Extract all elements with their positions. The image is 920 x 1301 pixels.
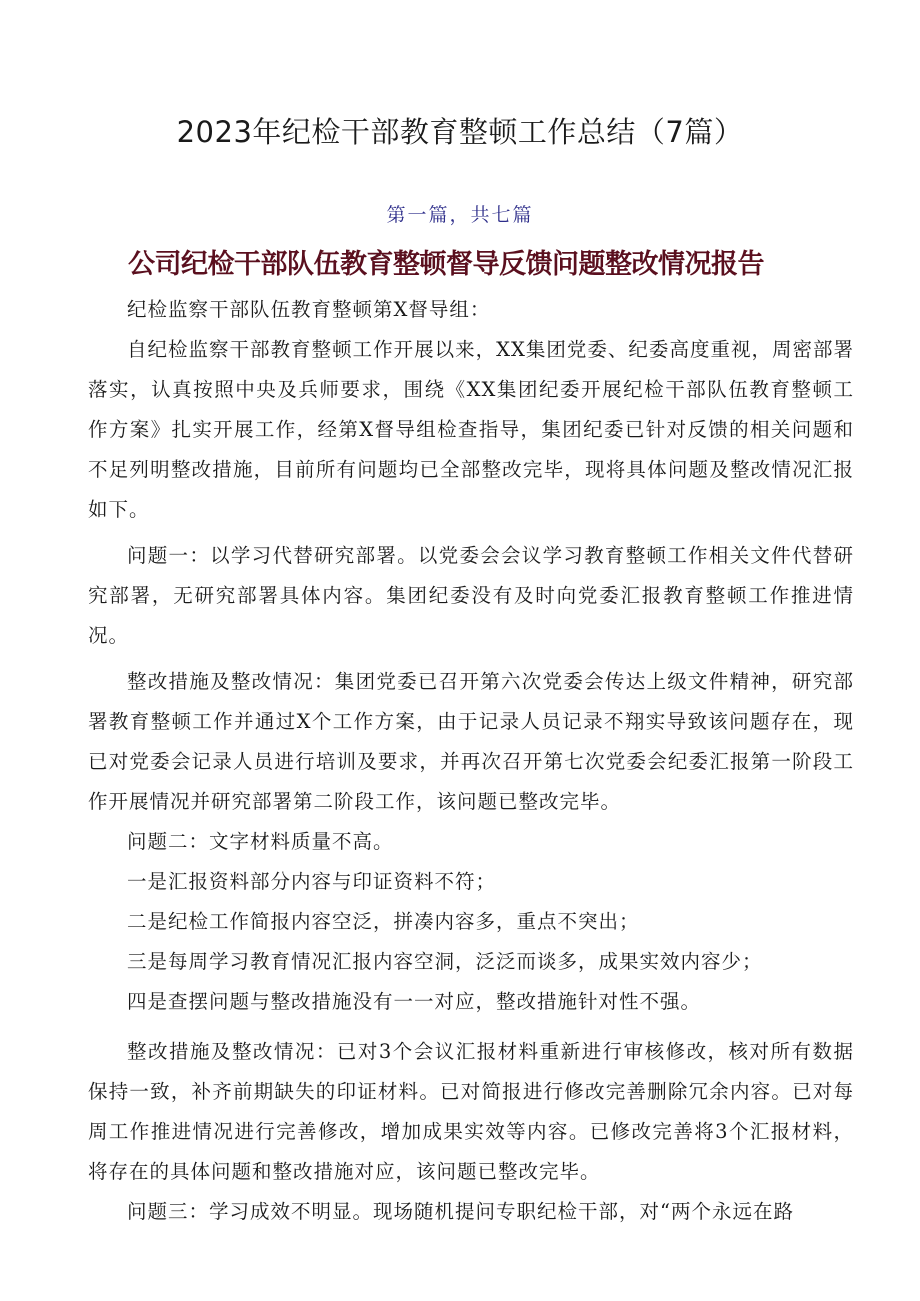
- report-title: 公司纪检干部队伍教育整顿督导反馈问题整改情况报告: [128, 249, 764, 280]
- main-title: 2023年纪检干部教育整顿工作总结（7篇）: [176, 115, 744, 149]
- issue-two-item-3: 三是每周学习教育情况汇报内容空洞，泛泛而谈多，成果实效内容少；: [127, 950, 763, 973]
- intro-paragraph: 自纪检监察干部教育整顿工作开展以来，XX集团党委、纪委高度重视，周密部署落实，认真按照中央及兵师要求，围绕《XX集团纪委开展纪检干部队伍教育整顿工作方案》扎实开展工作，经第X督导组检查指导，集团纪委已针对反馈的相关问题和不足列明整改措施，目前所有问题均已全部整改完毕，现将具体问题及整改情况汇报如下。: [88, 338, 854, 521]
- issue-two-item-2: 二是纪检工作简报内容空泛，拼凑内容多，重点不突出；: [127, 910, 640, 933]
- issue-two-item-4: 四是查摆问题与整改措施没有一一对应，整改措施针对性不强。: [127, 990, 702, 1013]
- document-body: [88, 290, 854, 1232]
- salutation-paragraph: 纪检监察干部队伍教育整顿第X督导组：: [127, 298, 491, 321]
- issue-three-paragraph: 问题三：学习成效不明显。现场随机提问专职纪检干部，对“两个永远在路: [127, 1200, 794, 1223]
- issue-two-paragraph: 问题二：文字材料质量不高。: [127, 830, 394, 853]
- issue-one-paragraph: 问题一：以学习代替研究部署。以党委会会议学习教育整顿工作相关文件代替研究部署，无研究部署具体内容。集团纪委没有及时向党委汇报教育整顿工作推进情况。: [88, 544, 854, 647]
- issue-two-item-1: 一是汇报资料部分内容与印证资料不符；: [127, 870, 497, 893]
- issue-two-rectification-paragraph: 整改措施及整改情况：已对3个会议汇报材料重新进行审核修改，核对所有数据保持一致，补齐前期缺失的印证材料。已对简报进行修改完善删除冗余内容。已对每周工作推进情况进行完善修改，增加成果实效等内容。已修改完善将3个汇报材料，将存在的具体问题和整改措施对应，该问题已整改完毕。: [88, 1040, 854, 1183]
- issue-one-rectification-paragraph: 整改措施及整改情况：集团党委已召开第六次党委会传达上级文件精神，研究部署教育整顿工作并通过X个工作方案，由于记录人员记录不翔实导致该问题存在，现已对党委会记录人员进行培训及要求，并再次召开第七次党委会纪委汇报第一阶段工作开展情况并研究部署第二阶段工作，该问题已整改完毕。: [88, 670, 854, 813]
- section-title: 第一篇，共七篇: [386, 204, 534, 226]
